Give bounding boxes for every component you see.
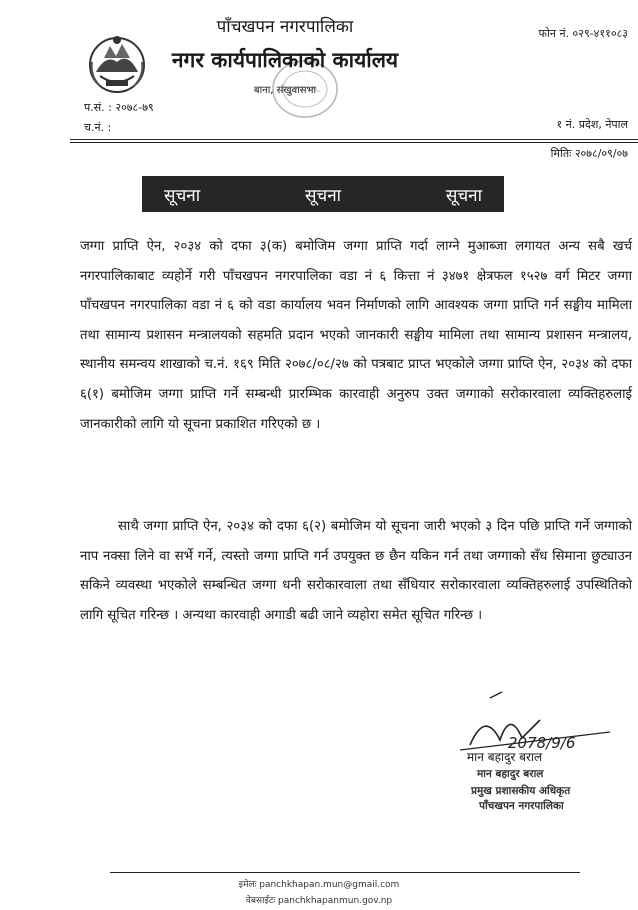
notice-paragraph-2: साथै जग्गा प्राप्ति ऐन, २०३४ को दफा ६(२) बमोजिम यो सूचना जारी भएको ३ दिन पछि प्राप्ति गर्ने जग्गाको नाप नक्सा लिने वा सर्भे गर्ने, त्यस्तो जग्गा प्राप्ति गर्न उपयुक्त छ छैन यकिन गर्न तथा जग्गाको सँध सिमाना छुट्याउन सकिने व्यवस्था भएकोले सम्बन्धित जग्गा धनी सरोकारवाला तथा सँधियार सरोकारवाला व्यक्तिहरुलाई उपस्थितिको लागि सूचित गरिन्छ । अन्यथा कारवाही अगाडी बढी जाने व्यहोरा समेत सूचित गरिन्छ ।: [80, 519, 632, 623]
phone-number: फोन नं. ०२९-४११०८३: [538, 27, 628, 40]
chalani-number: च.नं. :: [84, 121, 112, 134]
notice-banner: [142, 176, 504, 212]
stamp-signer-office: पाँचखपन नगरपालिका: [479, 800, 564, 812]
banner-word: सूचना: [304, 185, 342, 206]
stamp-signer-title: प्रमुख प्रशासकीय अधिकृत: [471, 785, 571, 797]
notice-date: मितिः २०७८/०९/०७: [550, 147, 628, 160]
office-name: नगर कार्यपालिकाको कार्यालय: [171, 48, 399, 72]
banner-word: सूचना: [164, 185, 201, 206]
footer-divider: [110, 872, 580, 873]
signature-date: 2078/9/6: [508, 734, 576, 752]
header-divider-top: [70, 139, 638, 140]
notice-paragraph-1: जग्गा प्राप्ति ऐन, २०३४ को दफा ३(क) बमोजिम जग्गा प्राप्ति गर्दा लाग्ने मुआब्जा लगायत अन्य सबै खर्च नगरपालिकाबाट व्यहोर्ने गरी पाँचखपन नगरपालिका वडा नं ६ कित्ता नं ३४७१ क्षेत्रफल १५२७ वर्ग मिटर जग्गा पाँचखपन नगरपालिका वडा नं ६ को वडा कार्यालय भवन निर्माणको लागि आवश्यक जग्गा प्राप्ति गर्न सङ्घीय मामिला तथा सामान्य प्रशासन मन्त्रालयको सहमति प्रदान भएको जानकारी सङ्घीय मामिला तथा सामान्य प्रशासन मन्त्रालय, स्थानीय समन्वय शाखाको च.नं. १६९ मिति २०७८/०८/२७ को पत्रबाट प्राप्त भएकोले जग्गा प्राप्ति ऐन, २०३४ को दफा ६(१) बमोजिम जग्गा प्राप्ति गर्ने सम्बन्धी प्रारम्भिक कारवाही अनुरुप उक्त जग्गाको सरोकारवाला व्यक्तिहरुलाई जानकारीको लागि यो सूचना प्रकाशित गरिएको छ ।: [80, 239, 632, 432]
footer-website: वेबसाईटः panchkhapanmun.gov.np: [245, 896, 393, 906]
signer-name: मान बहादुर बराल: [467, 750, 543, 764]
patra-sankhya: प.सं. : २०७८-७९: [84, 101, 154, 114]
province-label: १ नं. प्रदेश, नेपाल: [556, 118, 628, 131]
stamp-signer-name: मान बहादुर बराल: [477, 768, 544, 780]
footer-email: इमेलः panchkhapan.mun@gmail.com: [238, 880, 400, 890]
municipality-name: पाँचखपन नगरपालिका: [216, 17, 354, 37]
office-address: बाना, संखुवासभा: [253, 85, 317, 96]
banner-word: सूचना: [445, 185, 482, 206]
header-divider-bottom: [70, 142, 638, 143]
